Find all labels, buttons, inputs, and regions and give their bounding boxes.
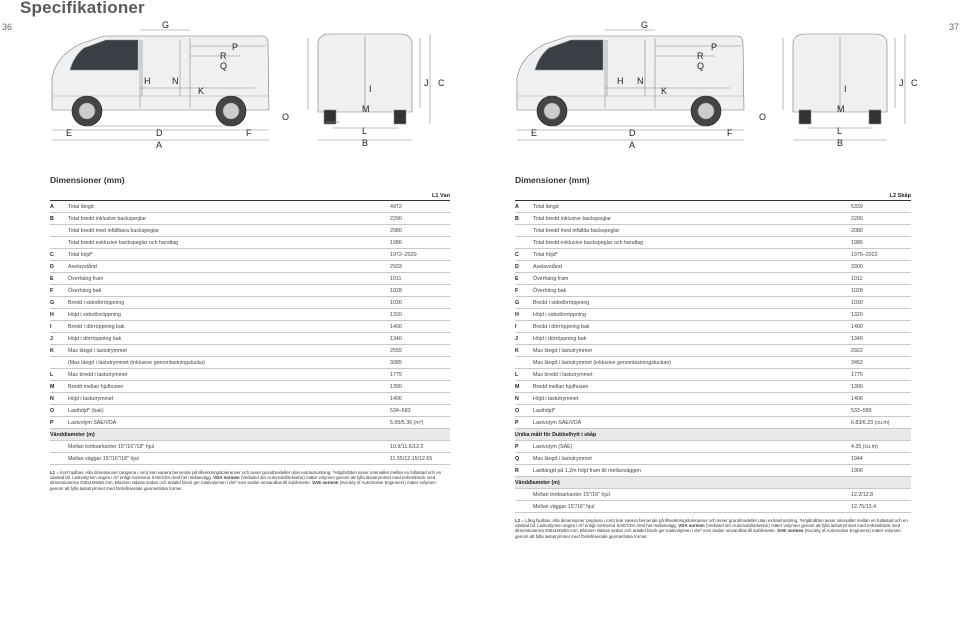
table-row	[515, 381, 911, 393]
row-label: Max längd i lastutrymmet	[533, 345, 851, 357]
diagram-label-B: B	[837, 138, 844, 148]
row-code: D	[515, 261, 533, 273]
row-code: K	[515, 345, 533, 357]
row-label: Överhäng fram	[68, 273, 390, 285]
table-row	[515, 405, 911, 417]
row-value: 1030	[390, 297, 450, 309]
diagram-label-F: F	[246, 128, 252, 138]
row-label: Mellan väggar 15"/16"/18" hjul	[68, 453, 390, 465]
row-label: Total längd	[533, 201, 851, 213]
row-code: H	[50, 309, 68, 321]
row-value: 1320	[390, 309, 450, 321]
row-value: 1011	[851, 273, 911, 285]
row-value: 5339	[851, 201, 911, 213]
row-value: 1390	[851, 381, 911, 393]
row-code: O	[515, 405, 533, 417]
diagram-label-G: G	[641, 20, 649, 30]
diagram-label-P: P	[232, 42, 239, 52]
row-code	[50, 441, 68, 453]
row-label: Total bredd med infällda backspeglar	[533, 225, 851, 237]
diagram-label-R: R	[697, 51, 704, 61]
row-code: O	[50, 405, 68, 417]
row-code: L	[515, 369, 533, 381]
row-code: R	[515, 465, 533, 477]
row-code: M	[50, 381, 68, 393]
table-row	[515, 261, 911, 273]
diagram-label-R: R	[220, 51, 227, 61]
row-label: Lasthöjd*	[533, 405, 851, 417]
table-row	[50, 297, 450, 309]
diagram-label-N: N	[172, 76, 179, 86]
row-value: 1775	[390, 369, 450, 381]
row-label: Axelavstånd	[533, 261, 851, 273]
table-row	[515, 333, 911, 345]
row-label: Axelavstånd	[68, 261, 390, 273]
diagram-label-I: I	[369, 84, 372, 94]
row-label: Bredd mellan hjulhusen	[533, 381, 851, 393]
row-value: 6.83/6.23 (cu.m)	[851, 417, 911, 429]
row-value: 2290	[390, 213, 450, 225]
table-row	[515, 237, 911, 249]
row-code	[515, 237, 533, 249]
row-label: Total höjd*	[68, 249, 390, 261]
diagram-label-E: E	[531, 128, 538, 138]
row-label: Överhäng fram	[533, 273, 851, 285]
diagram-label-M: M	[362, 104, 370, 114]
table-row	[50, 285, 450, 297]
row-value: 1400	[390, 321, 450, 333]
table-row	[50, 381, 450, 393]
table-row	[515, 297, 911, 309]
row-value: 1400	[851, 321, 911, 333]
table-row	[50, 213, 450, 225]
table-row	[50, 321, 450, 333]
diagram-label-L: L	[837, 126, 843, 136]
row-label: Lastlängd på 1,2m höjd fram till mellanväggen	[533, 465, 851, 477]
page-number-left: 36	[2, 22, 13, 32]
row-code: I	[50, 321, 68, 333]
row-value: 2555	[390, 345, 450, 357]
table-row	[50, 261, 450, 273]
row-value: 1320	[851, 309, 911, 321]
row-code	[50, 237, 68, 249]
row-label: Bredd i dörröppning bak	[68, 321, 390, 333]
section-header-label: Vänddiameter (m)	[515, 477, 911, 489]
section-title: Dimensioner (mm)	[50, 175, 125, 185]
table-row	[50, 453, 450, 465]
row-label: Lastvolym SAE/VDA	[68, 417, 390, 429]
diagram-label-Q: Q	[220, 61, 228, 71]
row-value: 1028	[390, 285, 450, 297]
row-code: J	[50, 333, 68, 345]
diagram-label-H: H	[617, 76, 624, 86]
row-code: A	[50, 201, 68, 213]
diagram-label-B: B	[362, 138, 369, 148]
row-label: Höjd i dörröppning bak	[68, 333, 390, 345]
row-value: 4.35 (cu.m)	[851, 441, 911, 453]
table-row	[515, 369, 911, 381]
row-code	[50, 453, 68, 465]
row-label: Max bredd i lastutrymmet	[68, 369, 390, 381]
row-value: 1406	[851, 393, 911, 405]
row-label: Bredd i sidodörröppning	[68, 297, 390, 309]
row-label: Total längd	[68, 201, 390, 213]
row-value: 1972–2020	[390, 249, 450, 261]
row-value: 1340	[851, 333, 911, 345]
row-value: 3085	[390, 357, 450, 369]
row-value: 1406	[390, 393, 450, 405]
row-code: N	[50, 393, 68, 405]
diagram-label-K: K	[661, 86, 668, 96]
table-section-header	[515, 477, 911, 489]
row-code: B	[50, 213, 68, 225]
row-value: 1986	[851, 237, 911, 249]
table-row	[50, 309, 450, 321]
row-code: H	[515, 309, 533, 321]
row-code: J	[515, 333, 533, 345]
footnote-right: L2 = Lång hjulbas. Alla dimensioner (angivna i mm) kan variera beroende på tillverkningstoleranser och avser grundmodeller utan extrautrustning. *Höjdmåtten avser intervallet mellan en fullastad och en olastad bil. Lastvolymen anges i m³ enligt normerna SAE/VDA med hel mellanvägg. VDA normen (Verband der Automobilindustrie) mäter volymen genom att fylla lastutrymmet med enhetsblock med dimensionerna 200x100x50 mm. Blocken räknas sedan och antalet block ger totalvolymen i dm³ som sedan omvandlas till kubikmeter. SAE normen (Society of Automotive Engineers) mäter volymen genom att fylla lastutrymmet med fördefinierade geometriska former.	[515, 518, 908, 539]
row-label: Mellan trottoarkanter 15"/16"/18" hjul	[68, 441, 390, 453]
row-label: Total bredd med infällbara backspeglar	[68, 225, 390, 237]
spec-section-right	[515, 175, 911, 539]
row-code: L	[50, 369, 68, 381]
row-code: A	[515, 201, 533, 213]
row-code: C	[515, 249, 533, 261]
row-code: Q	[515, 453, 533, 465]
diagram-label-F: F	[727, 128, 733, 138]
row-label: Total höjd*	[533, 249, 851, 261]
row-label: Höjd i lastutrymmet	[68, 393, 390, 405]
row-label: Total bredd inklusive backspeglar	[68, 213, 390, 225]
table-row	[50, 237, 450, 249]
diagram-label-Q: Q	[697, 61, 705, 71]
table-row	[515, 201, 911, 213]
diagram-label-H: H	[144, 76, 151, 86]
diagram-label-N: N	[637, 76, 644, 86]
table-row	[515, 225, 911, 237]
diagram-label-I: I	[844, 84, 847, 94]
row-code	[515, 357, 533, 369]
row-label: Höjd i dörröppning bak	[533, 333, 851, 345]
diagram-label-E: E	[66, 128, 73, 138]
row-value: 1986	[390, 237, 450, 249]
row-label: Max längd i lastutrymmet	[68, 345, 390, 357]
row-label: Bredd i dörröppning bak	[533, 321, 851, 333]
row-code: P	[515, 417, 533, 429]
diagram-label-J: J	[899, 78, 904, 88]
spec-table-left	[50, 201, 450, 465]
row-value: 2922	[851, 345, 911, 357]
diagram-label-M: M	[837, 104, 845, 114]
table-row	[50, 405, 450, 417]
spec-section-left	[50, 175, 450, 491]
row-label: Max längd i lastutrymmet	[533, 453, 851, 465]
row-label: Total bredd exklusive backspeglar och handtag	[533, 237, 851, 249]
table-row	[515, 273, 911, 285]
table-section-header	[515, 429, 911, 441]
diagram-label-A: A	[629, 140, 636, 150]
row-value: 1906	[851, 465, 911, 477]
row-value: 4972	[390, 201, 450, 213]
spec-table-right	[515, 201, 911, 513]
column-header: L1 Van	[50, 193, 450, 201]
diagram-label-D: D	[629, 128, 636, 138]
row-code: F	[515, 285, 533, 297]
row-code: B	[515, 213, 533, 225]
row-code: N	[515, 393, 533, 405]
table-row	[515, 393, 911, 405]
table-row	[50, 393, 450, 405]
row-label: Överhäng bak	[68, 285, 390, 297]
section-title: Dimensioner (mm)	[515, 175, 590, 185]
row-code: M	[515, 381, 533, 393]
row-label: Total bredd exklusive backspeglar och handtag	[68, 237, 390, 249]
row-code	[515, 489, 533, 501]
table-row	[515, 285, 911, 297]
row-label: Max bredd i lastutrymmet	[533, 369, 851, 381]
table-row	[50, 441, 450, 453]
row-label: Höjd i sidodörröppning	[68, 309, 390, 321]
row-value: 3452	[851, 357, 911, 369]
row-label: Höjd i sidodörröppning	[533, 309, 851, 321]
table-row	[50, 225, 450, 237]
row-code: F	[50, 285, 68, 297]
table-row	[50, 333, 450, 345]
row-value: 11.55/12.15/12.65	[390, 453, 450, 465]
row-value: 2080	[390, 225, 450, 237]
table-row	[50, 273, 450, 285]
van-dimension-diagram-left	[40, 18, 470, 153]
row-label: Höjd i lastutrymmet	[533, 393, 851, 405]
row-value: 1944	[851, 453, 911, 465]
row-code: P	[50, 417, 68, 429]
row-value: 2290	[851, 213, 911, 225]
diagram-label-C: C	[911, 78, 918, 88]
table-row	[515, 501, 911, 513]
table-row	[50, 201, 450, 213]
row-code: K	[50, 345, 68, 357]
table-row	[50, 357, 450, 369]
row-code: G	[515, 297, 533, 309]
row-label: Lastvolym (SAE)	[533, 441, 851, 453]
row-label: (Max längd i lastutrymmet (inklusive genomlastningslucka)	[68, 357, 390, 369]
row-label: Lastvolym SAE/VDA	[533, 417, 851, 429]
row-value: 1028	[851, 285, 911, 297]
row-label: Bredd mellan hjulhusen	[68, 381, 390, 393]
table-row	[515, 249, 911, 261]
row-value: 10.9/11.6/12.2	[390, 441, 450, 453]
diagram-label-C: C	[438, 78, 445, 88]
diagram-label-A: A	[156, 140, 163, 150]
column-header: L2 Skåp	[515, 193, 911, 201]
row-code: E	[50, 273, 68, 285]
table-row	[515, 489, 911, 501]
table-row	[515, 321, 911, 333]
row-value: 3300	[851, 261, 911, 273]
table-row	[515, 441, 911, 453]
diagram-label-P: P	[711, 42, 718, 52]
row-code: E	[515, 273, 533, 285]
row-value: 2080	[851, 225, 911, 237]
table-row	[50, 417, 450, 429]
row-code	[50, 357, 68, 369]
row-value: 5.95/5.36 (m³)	[390, 417, 450, 429]
table-row	[50, 369, 450, 381]
row-value: 2933	[390, 261, 450, 273]
row-code	[50, 225, 68, 237]
table-row	[515, 465, 911, 477]
footnote-left: L1 = Kort hjulbas. Alla dimensioner (angivna i mm) kan variera beroende på tillverkningstoleranser och avser grundmodeller utan extrautrustning. *Höjdmåtten avser intervallet mellan en fullastad och en olastad bil. Lastvolymen anges i m³ enligt normerna SAE/VDA med hel mellanvägg. VDA normen (Verband der Automobilindustrie) mäter volymen genom att fylla lastutrymmet med enhetsblock med dimensionerna 200x100x50 mm. Blocken räknas sedan och antalet block ger totalvolymen i dm³ som sedan omvandlas till kubikmeter. SAE normen (Society of Automotive Engineers) mäter volymen genom att fylla lastutrymmet med fördefinierade geometriska former.	[50, 470, 442, 491]
row-value: 1011	[390, 273, 450, 285]
row-code: I	[515, 321, 533, 333]
row-code	[515, 225, 533, 237]
row-label: Mellan trottoarkanter 15"/16" hjul	[533, 489, 851, 501]
section-header-label: Unika mått för Dubbelhytt i skåp	[515, 429, 911, 441]
diagram-label-K: K	[198, 86, 205, 96]
page-number-right: 37	[949, 22, 960, 32]
table-section-header	[50, 429, 450, 441]
row-value: 12.2/12.8	[851, 489, 911, 501]
row-value: 1390	[390, 381, 450, 393]
row-label: Total bredd inklusive backspeglar	[533, 213, 851, 225]
diagram-label-G: G	[162, 20, 170, 30]
diagram-label-O: O	[282, 112, 290, 122]
table-row	[50, 345, 450, 357]
table-row	[515, 345, 911, 357]
row-value: 1976–2022	[851, 249, 911, 261]
row-code	[515, 501, 533, 513]
diagram-label-L: L	[362, 126, 368, 136]
row-value: 1030	[851, 297, 911, 309]
row-value: 533–589	[851, 405, 911, 417]
diagram-label-D: D	[156, 128, 163, 138]
page-title: Specifikationer	[20, 0, 145, 17]
row-label: Bredd i sidodörröppning	[533, 297, 851, 309]
table-row	[515, 357, 911, 369]
row-label: Lasthöjd* (bak)	[68, 405, 390, 417]
row-value: 1340	[390, 333, 450, 345]
table-row	[515, 417, 911, 429]
table-row	[515, 453, 911, 465]
row-label: Max längd i lastutrymmet (inklusive genomlastningsluckan)	[533, 357, 851, 369]
row-code: C	[50, 249, 68, 261]
row-code: G	[50, 297, 68, 309]
table-row	[515, 213, 911, 225]
table-row	[50, 249, 450, 261]
diagram-label-O: O	[759, 112, 767, 122]
row-value: 534–583	[390, 405, 450, 417]
row-label: Mellan väggar 15"/16" hjul	[533, 501, 851, 513]
diagram-label-J: J	[424, 78, 429, 88]
row-value: 1775	[851, 369, 911, 381]
van-dimension-diagram-right	[505, 18, 935, 153]
row-code: P	[515, 441, 533, 453]
section-header-label: Vänddiameter (m)	[50, 429, 450, 441]
row-label: Överhäng bak	[533, 285, 851, 297]
row-value: 12.75/13.4	[851, 501, 911, 513]
row-code: D	[50, 261, 68, 273]
table-row	[515, 309, 911, 321]
